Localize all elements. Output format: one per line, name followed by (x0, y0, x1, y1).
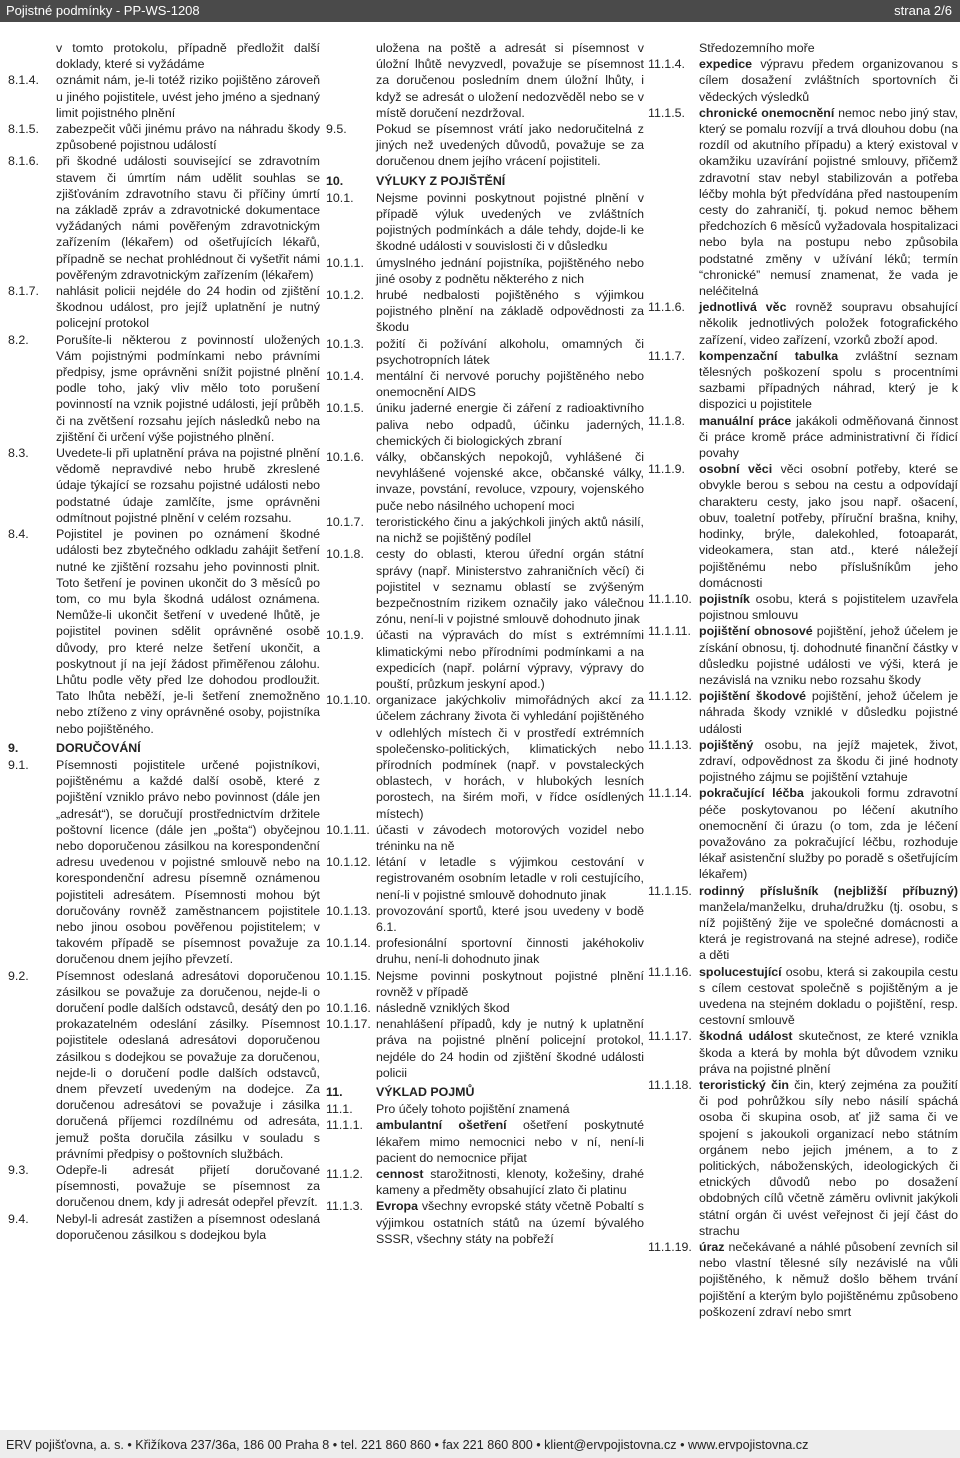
definition-text: rovněž soupravu obsahující několik jednotlivých položek fotografického zařízení, video zařízení, vzorků zboží apod. (699, 300, 958, 347)
clause-number: 10.1.10. (326, 693, 371, 708)
clause-number: 11.1.14. (648, 786, 692, 801)
clause (326, 449, 644, 514)
clause-number: 10.1.2. (326, 288, 364, 303)
defined-term: úraz (699, 1240, 725, 1255)
definition-text: jakákoli odměňovaná činnost či práce kromě práce administrativní či řídicí povahy (699, 413, 958, 461)
clause-number: 10.1.5. (326, 401, 364, 416)
clause (648, 623, 958, 688)
page-number: strana 2/6 (894, 3, 952, 18)
clause-text: mentální či nervové poruchy pojištěného nebo onemocnění AIDS (376, 369, 644, 400)
clause-number: 10.1.7. (326, 514, 364, 529)
clause (648, 1239, 958, 1320)
clause (326, 1000, 644, 1016)
clause-number: 11. (326, 1085, 343, 1099)
clause (8, 283, 320, 332)
clause-text (699, 105, 958, 299)
clause-text: hrubé nedbalosti pojištěného s výjimkou pojistného plnění na základě odpovědnosti za škodu (376, 288, 644, 335)
clause-number: 11.1.13. (648, 737, 692, 752)
clause-text: požití či požívání alkoholu, omamných či psychotropních látek (376, 336, 644, 367)
defined-term: spolucestující (699, 964, 782, 979)
clause (8, 72, 320, 121)
clause-number: 8.1.5. (8, 122, 40, 137)
clause (648, 591, 958, 623)
clause-text: Odepře-li adresát přijetí doručované písemnosti, považuje se písemnost za doručenou dnem, kdy ji adresát odepřel převzít. (56, 1163, 320, 1210)
clause-number: 11.1. (326, 1102, 353, 1117)
clause (648, 348, 958, 413)
clause-text: nahlásit policii nejdéle do 24 hodin od zjištění škodnou událost, pro jejíž uplatnění je nutný policejní protokol (56, 284, 320, 331)
definition-text: skutečnost, ze které vznikla škoda a která by mohla být důvodem vzniku práva na pojistné plnění (699, 1029, 958, 1076)
defined-term: teroristický čin (699, 1078, 789, 1092)
clause-text (699, 348, 958, 413)
clause-number: 11.1.19. (648, 1240, 692, 1255)
clause-number: 10.1.4. (326, 369, 364, 384)
defined-term: ambulantní ošetření (376, 1118, 507, 1133)
column-3 (648, 40, 958, 1320)
clause (8, 332, 320, 445)
clause-text (699, 1028, 958, 1077)
section-heading (326, 1084, 644, 1100)
clause-number: 10.1.1. (326, 255, 364, 270)
clause (326, 400, 644, 449)
clause-number: 11.1.15. (648, 883, 692, 898)
defined-term: Evropa (376, 1199, 419, 1214)
clause (326, 692, 644, 822)
clause (326, 287, 644, 336)
defined-term: expedice (699, 57, 753, 72)
page-footer (0, 1430, 960, 1458)
clause (8, 153, 320, 283)
clause (648, 883, 958, 964)
clause-text: Nebyl-li adresát zastižen a písemnost odeslaná doporučenou zásilkou s dodejkou byla (56, 1211, 320, 1242)
section-title: DORUČOVÁNÍ (56, 740, 141, 755)
definition-text: jakoukoli formu zdravotní péče poskytovanou po léčení akutního onemocnění či úrazu (o tom, zda je léčení považováno za pokračující léčbu, rozhoduje lékař asistenční služby po poradě s ošetřujícím lékařem) (699, 786, 958, 882)
clause-text: profesionální sportovní činnosti jakéhokoliv druhu, není-li dohodnuto jinak (376, 936, 644, 967)
clause-number: 8.4. (8, 527, 29, 542)
clause-text: Písemnost odeslaná adresátovi doporučenou zásilkou se považuje za doručenou, nejde-li o doručení podle dalších odstavců, desátý den po prokazatelném odeslání zásilky. Písemnost pojistitele odeslaná adresátovi doporučenou zásilkou s dodejkou se považuje za doručenou, nejde-li o doručení podle dalších odstavců, dnem převzetí uvedeným na dodejce. Za doručenou adresátovi se považuje i zásilka doručená příjemci rozdílnému od adresáta, jemuž pošta doručila zásilku v souladu s právními předpisy o poštovních službách. (56, 968, 320, 1161)
clause-text (699, 883, 958, 964)
clause-number: 9.1. (8, 757, 29, 772)
clause (648, 737, 958, 786)
clause-text: Nejsme povinni poskytnout pojistné plnění rovněž v případě (376, 968, 644, 999)
clause (326, 40, 644, 121)
clause-text: teroristického činu a jakýchkoli jiných aktů násilí, na nichž se pojištěný podílel (376, 514, 644, 546)
clause-text: Pro účely tohoto pojištění znamená (376, 1102, 570, 1117)
defined-term: cennost (376, 1167, 424, 1182)
clause-number: 8.1.7. (8, 284, 40, 299)
definition-text: výpravu předem organizovanou s cílem dosažení zvláštních sportovních či vědeckých výsledků (699, 57, 958, 104)
clause (326, 255, 644, 287)
clause-text: v tomto protokolu, případně předložit další doklady, které si vyžádáme (56, 41, 320, 72)
clause-text (699, 737, 958, 786)
column-2 (326, 40, 644, 1247)
clause (326, 368, 644, 400)
section-heading (8, 740, 320, 756)
clause (326, 968, 644, 1000)
clause (326, 336, 644, 368)
clause-number: 9.5. (326, 122, 347, 137)
defined-term: pojištění škodové (699, 689, 807, 704)
definition-text: ošetření poskytnuté lékařem mimo nemocnici nebo v ní, není-li pacient do nemocnice přijat (376, 1118, 644, 1165)
clause (326, 1101, 644, 1117)
clause (8, 757, 320, 968)
clause-text: úniku jaderné energie či záření z radioaktivního paliva nebo odpadů, účinku jaderných, chemických či biologických zbraní (376, 401, 644, 448)
definition-text: nemoc nebo jiný stav, který se pomalu rozvíjí a trvá dlouhou dobu (na rozdíl od akutního případu) a který existoval v okamžiku uzavírání pojistné smlouvy, přičemž zdravotní stav nebyl stabilizován a potřeba léčby mohla být předvídána před nastoupením cesty do zahraničí, tj. pokud nemoc během předchozích 6 měsíců vyžadovala hospitalizaci nebo byla na postupu nebo způsobila podstatné změny v užívání léků; termín “chronické” nemusí znamenat, že vada je neléčitelná (699, 105, 958, 299)
clause-number: 9.3. (8, 1163, 29, 1178)
clause (326, 903, 644, 935)
clause-text (699, 623, 958, 688)
clause-number: 10.1.3. (326, 336, 364, 351)
clause-number: 11.1.18. (648, 1078, 692, 1092)
clause-number: 8.2. (8, 332, 29, 347)
defined-term: pojištěný (699, 737, 754, 752)
clause-number: 10.1.9. (326, 628, 364, 643)
clause-number: 10. (326, 173, 344, 188)
defined-term: manuální práce (699, 413, 792, 428)
clause-number: 11.1.10. (648, 591, 692, 606)
clause-text: uložena na poště a adresát si písemnost v úložní lhůtě nevyzvedl, považuje se písemnost za doručenou posledním dnem úložní lhůty, i když se adresát o uložení nedozvěděl nebo se v místě doručení nezdržoval. (376, 41, 644, 120)
clause (326, 514, 644, 546)
footer-contact: ERV pojišťovna, a. s. • Křižíkova 237/36a, 186 00 Praha 8 • tel. 221 860 860 • fax 221 860 800 • klient@ervpojistovna.cz • www.ervpojistovna.cz (6, 1438, 809, 1452)
clause (326, 546, 644, 627)
definition-text: nečekávané a náhlé působení zevních sil nebo vlastní tělesné síly nezávislé na vůli pojištěného, k němuž došlo během trvání pojištění a kterým bylo pojištěnému způsobeno poškození zdraví nebo smrt (699, 1240, 958, 1319)
clause-number: 11.1.12. (648, 689, 692, 704)
clause-text: následně vzniklých škod (376, 1000, 510, 1015)
clause-text: Středozemního moře (699, 41, 815, 55)
clause-number: 10.1.15. (326, 968, 371, 983)
clause-text: Uvedete-li při uplatnění práva na pojistné plnění vědomě nepravdivé nebo hrubě zkreslené údaje týkající se rozsahu pojistné události nebo podstatné údaje zamlčíte, jsme oprávněni odmítnout pojistné plnění v celém rozsahu. (56, 446, 320, 525)
defined-term: pojištění obnosové (699, 624, 813, 639)
clause (648, 299, 958, 348)
clause (326, 1016, 644, 1081)
clause (326, 822, 644, 854)
clause-text: Písemnosti pojistitele určené pojistníkovi, pojištěnému a každé další osobě, které z pojištění vzniklo právo nebo povinnost (dále jen „adresát“), se doručují prostřednictvím držitele poštovní licence (dále jen „pošta“) obyčejnou nebo doporučenou zásilkou na korespondenční adresu uvedenou v pojistné smlouvě nebo na korespondenční adresu písemně oznámenou pojistiteli adresátem. Písemnosti mohou být doručovány rovněž zaměstnancem pojistitele nebo jinou osobou pověřenou pojistitelem; v takovém případě se písemnost považuje za doručenou dnem jejího převzetí. (56, 757, 320, 967)
clause-number: 11.1.6. (648, 300, 685, 315)
clause (648, 1028, 958, 1077)
clause (8, 1211, 320, 1243)
definition-text: zvláštní seznam tělesných poškození spolu s procentními sazbami případných náhrad, který je k dispozici u pojistitele (699, 348, 958, 412)
clause-text (376, 1166, 644, 1198)
clause (648, 785, 958, 882)
clause-text: účasti v závodech motorových vozidel nebo tréninku na ně (376, 822, 644, 853)
clause-number: 10.1.17. (326, 1017, 371, 1032)
clause-text: úmyslného jednání pojistníka, pojištěného nebo jiné osoby z podnětu některého z nich (376, 255, 644, 286)
clause-text: provozování sportů, které jsou uvedeny v bodě 6.1. (376, 903, 644, 934)
clause-number: 10.1.11. (326, 822, 370, 837)
definition-text: osobu, na jejíž majetek, život, zdraví, odpovědnost za škodu či jiné hodnoty pojistného zájmu se pojištění vztahuje (699, 737, 958, 785)
clause-text (699, 964, 958, 1029)
clause-number: 9.2. (8, 968, 29, 983)
clause-number: 10.1.12. (326, 855, 371, 870)
clause-text (699, 688, 958, 737)
definition-text: manžela/manželku, druha/družku (tj. osobu, s níž pojištěný žije ve společné domácnosti a která je registrovaná na stejné adrese), rodiče a děti (699, 899, 958, 963)
clause-number: 11.1.9. (648, 462, 685, 477)
clause-number: 9.4. (8, 1211, 29, 1226)
clause-text: při škodné události související se zdravotním stavem či úmrtím nám udělit souhlas se zjišťováním zdravotního stavu či příčiny úmrtí na základě zpráv a zdravotnické dokumentace vyžádaných námi pověřeným zdravotnickým zařízením (lékařem) od ošetřujících lékařů, případně se nechat prohlédnout či vyšetřit námi pověřeným zdravotnickým zařízením (lékařem) (56, 154, 320, 282)
clause (648, 413, 958, 462)
page-header (0, 0, 960, 22)
clause-text (699, 591, 958, 623)
clause-text (376, 1117, 644, 1166)
clause (8, 40, 320, 72)
section-title: VÝKLAD POJMŮ (376, 1085, 475, 1099)
clause-text: létání v letadle s výjimkou cestování v registrovaném osobním letadle v roli cestujícího, není-li v pojistné smlouvě dohodnuto jinak (376, 855, 644, 902)
defined-term: škodná událost (699, 1029, 793, 1044)
clause-number: 10.1.6. (326, 450, 364, 465)
clause-text: cesty do oblasti, kterou úřední orgán státní správy (např. Ministerstvo zahraničních věcí) či pojistitel v seznamu oblastí se zvýšeným bezpečnostním rizikem označily jako válečnou zónu, není-li v pojistné smlouvě dohodnuto jinak (376, 547, 644, 627)
definition-text: starožitnosti, klenoty, kožešiny, drahé kameny a předměty obsahující zlato či platinu (376, 1167, 644, 1198)
clause-number: 10.1.14. (326, 936, 371, 951)
definition-text: pojištění, jehož účelem je náhrada škody vzniklé v důsledku pojistné události (699, 689, 958, 736)
definition-text: osobu, která si zakoupila cestu s cílem cestovat společně s pojištěným a je uvedena na stejném dokladu o pojištění, resp. cestovní smlouvě (699, 964, 958, 1028)
clause-text: nenahlášení případů, kdy je nutný k uplatnění práva na pojistné plnění policejní protokol, nejdéle do 24 hodin od zjištění škodné události policii (376, 1017, 644, 1080)
defined-term: jednotlivá věc (699, 300, 787, 315)
clause-text: organizace jakýchkoliv mimořádných akcí za účelem záchrany života či vyhledání pojištěného v odlehlých místech či v prostředí extrémních společensko-politických, klimatických nebo přírodních podmínek (např. v povstaleckých oblastech, v horách, v hlubokých lesních porostech, na širém moři, v řídce osídlených místech) (376, 693, 644, 821)
defined-term: chronické onemocnění (699, 105, 835, 120)
clause (326, 1198, 644, 1247)
clause-number: 11.1.5. (648, 105, 685, 120)
clause-number: 11.1.11. (648, 624, 691, 639)
clause-text: zabezpečit vůči jinému právo na náhradu škody způsobené pojistnou událostí (56, 122, 320, 153)
clause (648, 964, 958, 1029)
clause-number: 11.1.7. (648, 348, 685, 363)
clause (8, 121, 320, 153)
clause-text: účasti na výpravách do míst s extrémními klimatickými nebo přírodními podmínkami a na expedicích (např. polární výpravy, výpravy do pouští, průzkum jeskyní apod.) (376, 628, 644, 691)
clause-text: Porušíte-li některou z povinností uložených Vám pojistnými podmínkami nebo právními předpisy, jsme oprávněni snížit pojistné plnění podle toho, jaký vliv mělo toto porušení povinností na vznik pojistné události, její průběh či na zvětšení rozsahu jejích následků nebo na zjištění či určení výše pojistného plnění. (56, 332, 320, 444)
clause (648, 56, 958, 105)
clause-text (699, 1239, 958, 1320)
definition-text: osobu, která s pojistitelem uzavřela pojistnou smlouvu (699, 591, 958, 623)
clause (648, 461, 958, 591)
clause-number: 8.1.6. (8, 154, 40, 169)
clause (648, 688, 958, 737)
clause-number: 11.1.1. (326, 1118, 363, 1133)
clause (326, 935, 644, 967)
clause-number: 11.1.3. (326, 1199, 363, 1214)
clause-text (699, 56, 958, 105)
clause-number: 8.3. (8, 446, 29, 461)
definition-text: čin, který zejména za použití či pod pohrůžkou síly nebo násilí spáchá osoba či skupina osob, ať již sama či ve spojení s jakoukoli organizací nebo státním orgánem nebo jejich jménem, a to z politických, náboženských, ideologických či etnických důvodů nebo po dosažení obdobných cílů včetně záměru ovlivnit jakýkoli státní orgán či uvést veřejnost či její část do strachu (699, 1078, 958, 1238)
defined-term: osobní věci (699, 462, 773, 477)
clause-text (699, 785, 958, 882)
clause-text: Pokud se písemnost vrátí jako nedoručitelná z jiných než uvedených důvodů, považuje se za doručenou dnem jejího vrácení pojistiteli. (376, 122, 644, 169)
clause-text (699, 413, 958, 462)
clause (648, 40, 958, 56)
clause (8, 526, 320, 737)
definition-text: pojištění, jehož účelem je získání obnosu, tj. dohodnuté finanční částky v důsledku pojistné události ve výši, která je nezávislá na vzniku nebo rozsahu škody (699, 624, 958, 687)
clause (8, 968, 320, 1162)
clause (648, 1077, 958, 1239)
definition-text: věci osobní potřeby, které se obvykle berou s sebou na cestu a odpovídají charakteru cesty, jako jsou např. ošacení, obuv, toaletní potřeby, příruční brašna, knihy, hodinky, brýle, dalekohled, fotoaparát, videokamera, stan atd., které náležejí pojištěnému nebo příslušníkům jeho domácnosti (699, 462, 958, 590)
clause-text (376, 1198, 644, 1247)
clause-text (699, 1077, 958, 1239)
clause-number: 11.1.8. (648, 413, 685, 428)
clause (648, 105, 958, 299)
clause-text: války, občanských nepokojů, vyhlášené či nevyhlášené vojenské akce, občanské války, invaze, povstání, revoluce, vzpoury, vojenského puče nebo násilného uchopení moci (376, 450, 644, 513)
document-title: Pojistné podmínky - PP-WS-1208 (6, 3, 200, 18)
defined-term: pojistník (699, 591, 750, 606)
definition-text: všechny evropské státy včetně Pobaltí s výjimkou ostatních států na území bývalého SSSR, všechny státy na pobřeží (376, 1199, 644, 1246)
clause-number: 11.1.16. (648, 964, 692, 979)
column-1 (8, 40, 320, 1243)
clause (8, 1162, 320, 1211)
clause-number: 10.1.16. (326, 1000, 371, 1015)
clause-number: 10.1.13. (326, 903, 371, 918)
clause-number: 9. (8, 740, 19, 755)
clause-text (699, 461, 958, 591)
clause (326, 190, 644, 255)
defined-term: pokračující léčba (699, 786, 804, 801)
clause (326, 854, 644, 903)
section-heading (326, 173, 644, 189)
section-title: VÝLUKY Z POJIŠTĚNÍ (376, 173, 506, 188)
clause (326, 1166, 644, 1198)
clause-number: 10.1.8. (326, 547, 364, 562)
clause (8, 445, 320, 526)
clause-number: 11.1.4. (648, 57, 685, 72)
clause-number: 8.1.4. (8, 73, 40, 88)
defined-term: rodinný příslušník (nejbližší příbuzný) (699, 883, 958, 898)
clause-number: 11.1.2. (326, 1167, 363, 1182)
clause (326, 121, 644, 170)
clause (326, 1117, 644, 1166)
clause-text (699, 299, 958, 348)
clause (326, 627, 644, 692)
clause-text: Nejsme povinni poskytnout pojistné plnění v případě výluk uvedených ve zvláštních pojistných podmínkách a dále tehdy, dojde-li ke škodné události v souvislosti či v důsledku (376, 190, 644, 254)
clause-text: Pojistitel je povinen po oznámení škodné události bez zbytečného odkladu zahájit šetření nutné ke zjištění rozsahu jeho povinnosti plnit. Toto šetření je povinen ukončit do 3 měsíců po tom, co mu byla škodná událost oznámena. Nemůže-li ukončit šetření v uvedené lhůtě, je pojistitel povinen sdělit oprávněné osobě důvody, pro které nelze šetření ukončit, a poskytnout jí na její žádost přiměřenou zálohu. Lhůtu podle věty před lze dohodou prodloužit. Tato lhůta neběží, je-li šetření znemožněno nebo ztíženo z viny oprávněné osoby, pojistníka nebo pojištěného. (56, 527, 320, 736)
clause-text: oznámit nám, je-li totéž riziko pojištěno zároveň u jiného pojistitele, uvést jeho jméno a sjednaný limit pojistného plnění (56, 73, 320, 120)
defined-term: kompenzační tabulka (699, 348, 839, 363)
clause-number: 11.1.17. (648, 1029, 692, 1044)
clause-number: 10.1. (326, 190, 354, 205)
